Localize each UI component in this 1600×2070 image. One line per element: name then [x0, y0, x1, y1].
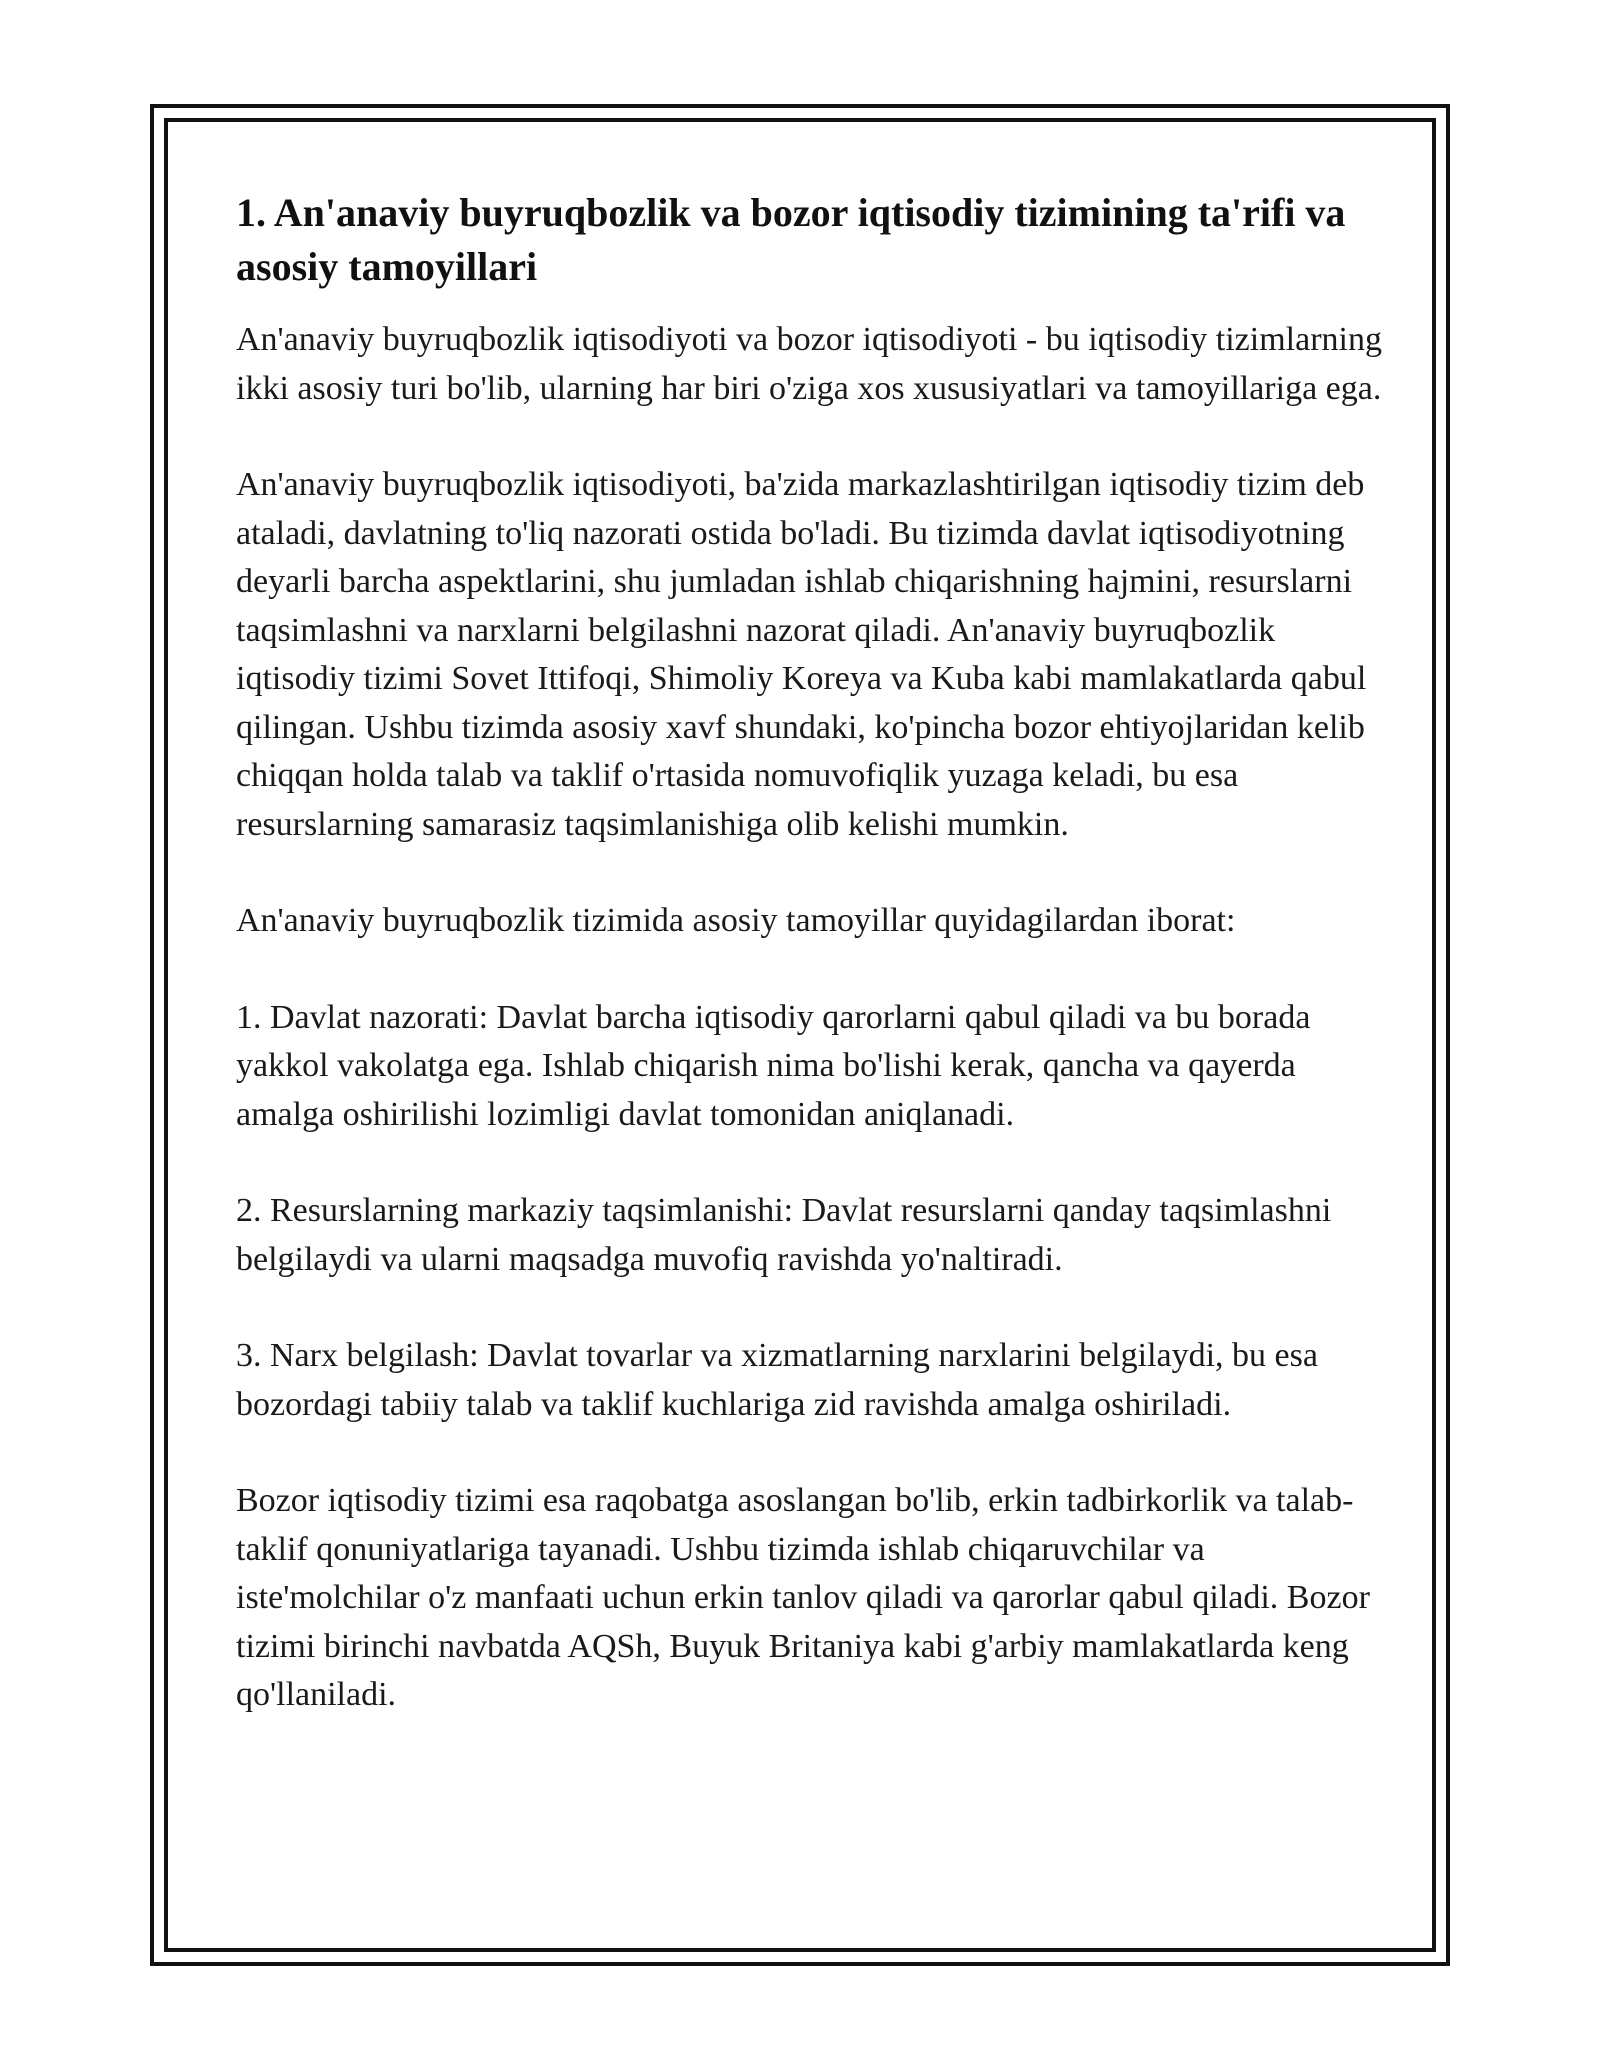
list-item-price-setting: 3. Narx belgilash: Davlat tovarlar va xizmatlarning narxlarini belgilaydi, bu esa bozordagi tabiiy talab va taklif kuchlariga zid ravishda amalga oshiriladi.: [236, 1337, 1318, 1423]
paragraph-command-economy: An'anaviy buyruqbozlik iqtisodiyoti, ba'zida markazlashtirilgan iqtisodiy tizim deb ataladi, davlatning to'liq nazorati ostida bo'ladi. Bu tizimda davlat iqtisodiyotning deyarli barcha aspektlarini, shu jumladan ishlab chiqarishning hajmini, resurslarni taqsimlashni va narxlarni belgilashni nazorat qiladi. An'anaviy buyruqbozlik iqtisodiy tizimi Sovet Ittifoqi, Shimoliy Koreya va Kuba kabi mamlakatlarda qabul qilingan. Ushbu tizimda asosiy xavf shundaki, ko'pincha bozor ehtiyojlaridan kelib chiqqan holda talab va taklif o'rtasida nomuvofiqlik yuzaga keladi, bu esa resurslarning samarasiz taqsimlanishiga olib kelishi mumkin.: [236, 466, 1367, 843]
paragraph-principles-intro: An'anaviy buyruqbozlik tizimida asosiy tamoyillar quyidagilardan iborat:: [236, 902, 1236, 939]
list-item-resource-allocation: 2. Resurslarning markaziy taqsimlanishi: Davlat resurslarni qanday taqsimlashni belgilaydi va ularni maqsadga muvofiq ravishda yo'naltiradi.: [236, 1192, 1332, 1278]
paragraph-market-economy: Bozor iqtisodiy tizimi esa raqobatga asoslangan bo'lib, erkin tadbirkorlik va talab-taklif qonuniyatlariga tayanadi. Ushbu tizimda ishlab chiqaruvchilar va iste'molchilar o'z manfaati uchun erkin tanlov qiladi va qarorlar qabul qiladi. Bozor tizimi birinchi navbatda AQSh, Buyuk Britaniya kabi g'arbiy mamlakatlarda keng qo'llaniladi.: [236, 1482, 1370, 1713]
document-body: [236, 186, 1396, 1768]
list-item-state-control: 1. Davlat nazorati: Davlat barcha iqtisodiy qarorlarni qabul qiladi va bu borada yakkol vakolatga ega. Ishlab chiqarish nima bo'lishi kerak, qancha va qayerda amalga oshirilishi lozimligi davlat tomonidan aniqlanadi.: [236, 998, 1311, 1133]
section-heading: 1. An'anaviy buyruqbozlik va bozor iqtisodiy tizimining ta'rifi va asosiy tamoyillari: [236, 190, 1346, 289]
paragraph-intro: An'anaviy buyruqbozlik iqtisodiyoti va bozor iqtisodiyoti - bu iqtisodiy tizimlarning ikki asosiy turi bo'lib, ularning har biri o'ziga xos xususiyatlari va tamoyillariga ega.: [236, 321, 1382, 407]
